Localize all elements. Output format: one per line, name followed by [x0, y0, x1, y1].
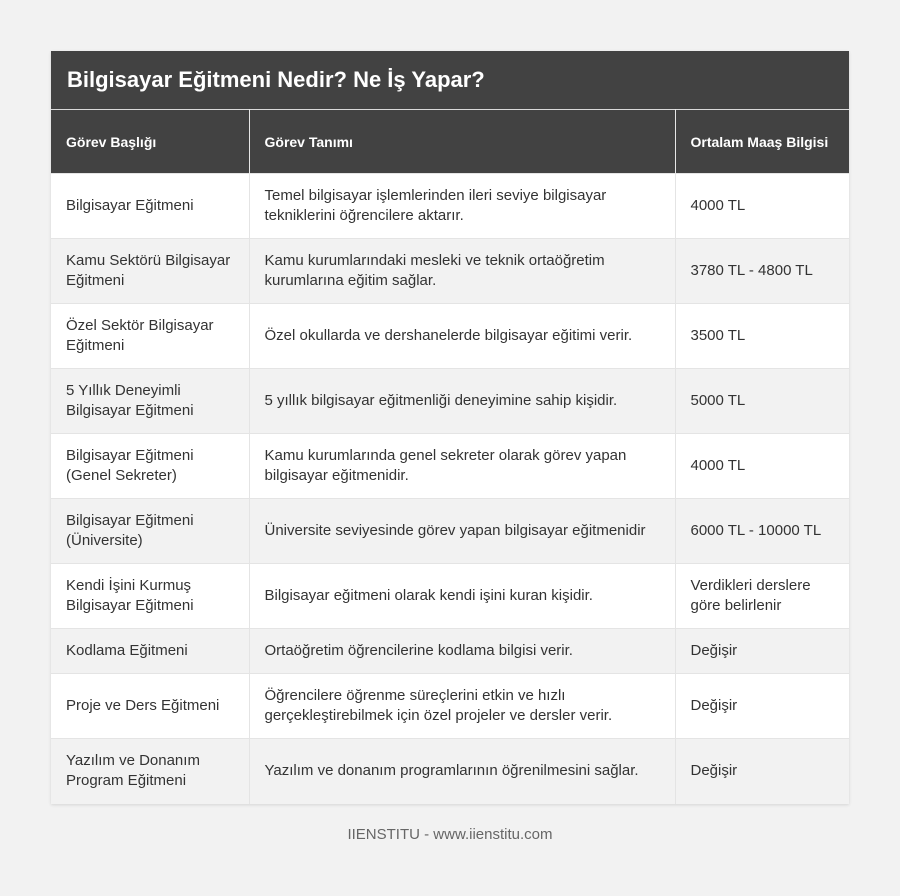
salary-table-card [51, 51, 849, 804]
cell-salary: Değişir [675, 629, 849, 674]
column-header-salary: Ortalam Maaş Bilgisi [690, 133, 829, 150]
cell-salary: 4000 TL [675, 434, 849, 499]
cell-description: 5 yıllık bilgisayar eğitmenliği deneyimine sahip kişidir. [249, 369, 675, 434]
cell-salary: 5000 TL [675, 369, 849, 434]
column-header-description: Görev Tanımı [249, 110, 675, 174]
table-row [51, 174, 849, 239]
table-row [51, 739, 849, 804]
table-row [51, 499, 849, 564]
table-row [51, 629, 849, 674]
table-body [51, 174, 849, 804]
table-row [51, 434, 849, 499]
cell-title: 5 Yıllık Deneyimli Bilgisayar Eğitmeni [51, 369, 249, 434]
cell-description: Kamu kurumlarındaki mesleki ve teknik ortaöğretim kurumlarına eğitim sağlar. [249, 239, 675, 304]
cell-title: Bilgisayar Eğitmeni (Genel Sekreter) [51, 434, 249, 499]
cell-description: Bilgisayar eğitmeni olarak kendi işini kuran kişidir. [249, 564, 675, 629]
cell-title: Bilgisayar Eğitmeni (Üniversite) [51, 499, 249, 564]
table-title: Bilgisayar Eğitmeni Nedir? Ne İş Yapar? [51, 51, 849, 109]
cell-description: Ortaöğretim öğrencilerine kodlama bilgisi verir. [249, 629, 675, 674]
cell-description: Üniversite seviyesinde görev yapan bilgisayar eğitmenidir [249, 499, 675, 564]
salary-table [51, 109, 849, 804]
cell-description: Yazılım ve donanım programlarının öğrenilmesini sağlar. [249, 739, 675, 804]
cell-salary: 6000 TL - 10000 TL [675, 499, 849, 564]
cell-salary: 3500 TL [675, 304, 849, 369]
table-row [51, 564, 849, 629]
cell-salary: 4000 TL [675, 174, 849, 239]
table-header [51, 110, 849, 174]
cell-salary: Verdikleri derslere göre belirlenir [675, 564, 849, 629]
cell-title: Proje ve Ders Eğitmeni [51, 674, 249, 739]
cell-title: Kamu Sektörü Bilgisayar Eğitmeni [51, 239, 249, 304]
cell-salary: Değişir [675, 739, 849, 804]
column-header-title: Görev Başlığı [51, 110, 249, 174]
cell-title: Özel Sektör Bilgisayar Eğitmeni [51, 304, 249, 369]
cell-title: Kendi İşini Kurmuş Bilgisayar Eğitmeni [51, 564, 249, 629]
table-row [51, 239, 849, 304]
cell-description: Kamu kurumlarında genel sekreter olarak görev yapan bilgisayar eğitmenidir. [249, 434, 675, 499]
cell-title: Yazılım ve Donanım Program Eğitmeni [51, 739, 249, 804]
cell-title: Bilgisayar Eğitmeni [51, 174, 249, 239]
table-row [51, 674, 849, 739]
cell-title: Kodlama Eğitmeni [51, 629, 249, 674]
cell-description: Özel okullarda ve dershanelerde bilgisayar eğitimi verir. [249, 304, 675, 369]
cell-salary: 3780 TL - 4800 TL [675, 239, 849, 304]
header-row [51, 110, 849, 174]
cell-description: Öğrencilere öğrenme süreçlerini etkin ve hızlı gerçekleştirebilmek için özel projeler ve dersler verir. [249, 674, 675, 739]
cell-description: Temel bilgisayar işlemlerinden ileri seviye bilgisayar tekniklerini öğrencilere aktarır. [249, 174, 675, 239]
table-row [51, 369, 849, 434]
cell-salary: Değişir [675, 674, 849, 739]
table-row [51, 304, 849, 369]
footer-credit: IIENSTITU - www.iienstitu.com [347, 826, 553, 843]
